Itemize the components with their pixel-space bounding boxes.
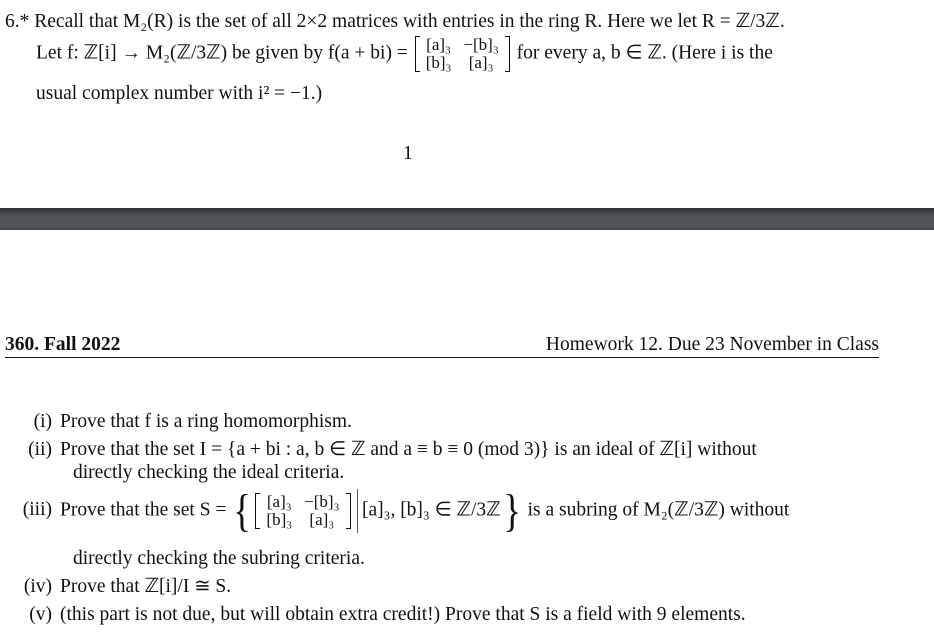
item-iv [0,577,231,597]
problem-number: 6.* [5,11,30,32]
item-label: (ii) [28,439,52,460]
function-definition: Let f: ℤ[i] → M₂(ℤ/3ℤ) be given by f(a + bi) = [36,42,408,64]
item-text: Prove that ℤ[i]/I ≅ S. [60,576,232,597]
right-brace: } [502,485,521,536]
item-label: (iv) [23,576,52,597]
item-label: (i) [33,411,52,432]
item-text: Prove that f is a ring homomorphism. [60,411,352,432]
header-rule [5,357,879,358]
item-ii [0,440,757,460]
function-definition-cont: for every a, b ∈ ℤ. (Here i is the [516,42,773,64]
matrix-entry: [a]₃ [468,52,494,72]
matrix-entry: −[b]₃ [304,492,340,512]
matrix-entry: −[b]₃ [463,35,499,54]
item-text-post: is a subring of M₂(ℤ/3ℤ) without [527,499,790,521]
item-label: (iii) [22,499,52,521]
item-text: Prove that the set S = [60,499,227,521]
problem-text: Recall that M₂(R) is the set of all 2×2 matrices with entries in the ring R. Here we let R = ℤ/3ℤ. [34,11,785,32]
left-brace: { [233,485,252,536]
set-separator [357,489,359,533]
item-iii [0,485,790,536]
problem-6-line-1 [5,12,785,32]
matrix-entry: [a]₃ [426,35,451,54]
item-text: Prove that the set I = {a + bi : a, b ∈ ℤ and a ≡ b ≡ 0 (mod 3)} is an ideal of ℤ[i] without [60,439,757,460]
matrix [255,493,350,529]
item-text-cont: directly checking the ideal criteria. [73,462,345,483]
problem-6-line-2 [36,36,773,72]
matrix-entry: [a]₃ [309,510,335,529]
item-label: (v) [29,604,52,625]
set-condition: [a]₃, [b]₃ ∈ ℤ/3ℤ [362,499,501,521]
homework-header: Homework 12. Due 23 November in Class [545,334,879,355]
matrix-entry: [b]₃ [425,52,452,72]
matrix-entry: [a]₃ [266,492,292,512]
item-text-cont: directly checking the subring criteria. [73,548,365,569]
item-i [0,412,352,432]
problem-6-line-3: usual complex number with i² = −1.) [36,83,323,104]
course-header: 360. Fall 2022 [5,334,121,355]
item-text: (this part is not due, but will obtain extra credit!) Prove that S is a field with 9 elements. [60,604,746,625]
item-v [0,605,746,625]
matrix [415,36,510,72]
matrix-entry: [b]₃ [266,510,293,529]
page-number: 1 [403,143,413,164]
page-separator [0,208,934,230]
